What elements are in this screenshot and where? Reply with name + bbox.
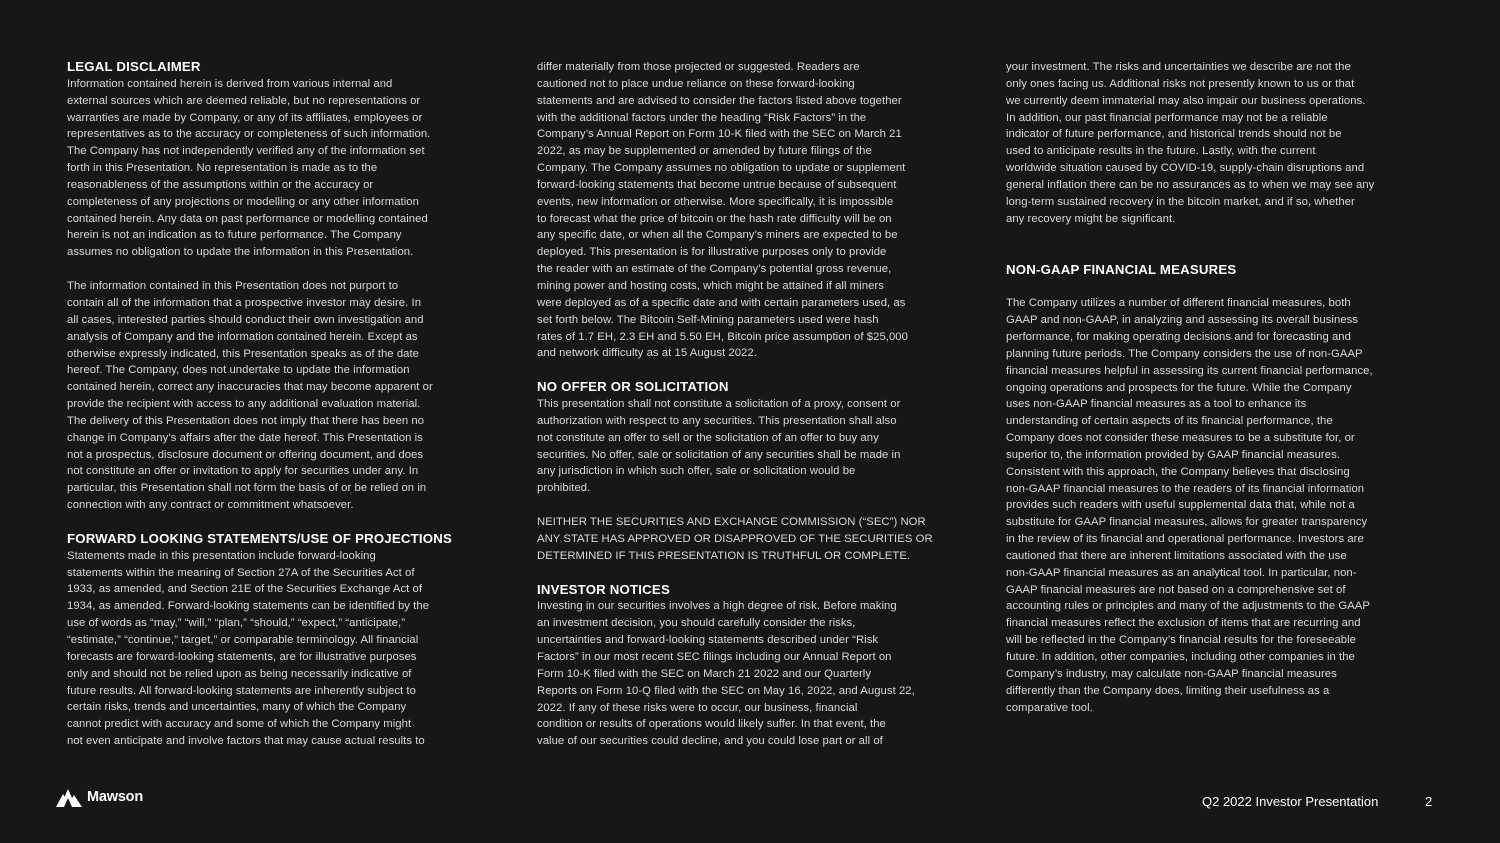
no-offer-paragraph-1: This presentation shall not constitute a solicitation of a proxy, consent or authorization with respect to any securities. This presentation shall also not constitute an offer to sell or the solicitation of an offer to buy any securities. No offer, sale or solicitation of any securities shall be made in any jurisdiction in which such offer, sale or solicitation would be prohibited. — [537, 398, 901, 495]
no-offer-paragraph-2: NEITHER THE SECURITIES AND EXCHANGE COMMISSION (“SEC”) NOR ANY STATE HAS APPROVED OR DISAPPROVED OF THE SECURITIES OR DETERMINED IF THIS PRESENTATION IS TRUTHFUL OR COMPLETE. — [537, 516, 933, 562]
forward-looking-paragraph-1: Statements made in this presentation include forward-looking statements within the meaning of Section 27A of the Securities Act of 1933, as amended, and Section 21E of the Securities Exchange Act of 1934, as amended. Forward-looking statements can be identified by the use of words as “may,” “will,” “plan,” “should,” “expect,” “anticipate,” “estimate,” “continue,” target,” or comparable terminology. All financial forecasts are forward-looking statements, are for illustrative purposes only and should not be relied upon as being necessarily indicative of future results. All forward-looking statements are inherently subject to certain risks, trends and uncertainties, many of which the Company cannot predict with accuracy and some of which the Company might not even anticipate and involve factors that may cause actual results to — [67, 549, 430, 748]
spacer — [537, 362, 957, 379]
legal-disclaimer-paragraph-2: The information contained in this Presentation does not purport to contain all of the information that a prospective investor may desire. In all cases, interested parties should conduct their own investigation and analysis of Company and the information contained herein. Except as otherwise expressly indicated, this Presentation speaks as of the date hereof. The Company, does not undertake to update the information contained herein, correct any inaccuracies that may become apparent or provide the recipient with access to any additional evaluation material. The delivery of this Presentation does not imply that there has been no change in Company’s affairs after the date hereof. This Presentation is not a prospectus, disclosure document or offering document, and does not constitute an offer or invitation to apply for securities under any. In particular, this Presentation shall not form the basis of or be relied on in connection with any contract or commitment whatsoever. — [67, 280, 433, 512]
no-offer-heading: NO OFFER OR SOLICITATION — [537, 379, 729, 395]
mountain-logo-icon — [56, 786, 82, 808]
non-gaap-heading: NON-GAAP FINANCIAL MEASURES — [1006, 262, 1237, 278]
spacer — [1006, 227, 1426, 262]
logo-wordmark: Mawson — [87, 789, 143, 805]
spacer — [1006, 279, 1426, 295]
page-number: 2 — [1425, 794, 1433, 809]
non-gaap-paragraph-1: The Company utilizes a number of different financial measures, both GAAP and non-GAAP, in analyzing and assessing its overall business performance, for making operating decisions and for forecasting and planning future periods. The Company considers the use of non-GAAP financial measures helpful in assessing its current financial performance, ongoing operations and prospects for the future. While the Company uses non-GAAP financial measures as a tool to enhance its understanding of certain aspects of its financial performance, the Company does not consider these measures to be a substitute for, or superior to, the information provided by GAAP financial measures. Consistent with this approach, the Company believes that disclosing non-GAAP financial measures to the readers of its financial information provides such readers with useful supplemental data that, while not a substitute for GAAP financial measures, allows for greater transparency in the review of its financial and operational performance. Investors are cautioned that there are inherent limitations associated with the use non-GAAP financial measures as an analytical tool. In particular, non- GAAP financial measures are not based on a comprehensive set of accounting rules or principles and many of the adjustments to the GAAP financial measures reflect the exclusion of items that are recurring and will be reflected in the Company’s financial results for the foreseeable future. In addition, other companies, including other companies in the Company’s industry, may calculate non-GAAP financial measures differently than the Company does, limiting their usefulness as a comparative tool. — [1006, 297, 1373, 714]
investor-notices-paragraph-continued: your investment. The risks and uncertainties we describe are not the only ones facing us. Additional risks not presently known to us or that we currently deem immaterial may also impair our business operations. In addition, our past financial performance may not be a reliable indicator of future performance, and historical trends should not be used to anticipate results in the future. Lastly, with the current worldwide situation caused by COVID-19, supply-chain disruptions and general inflation there can be no assurances as to when we may see any long-term sustained recovery in the bitcoin market, and if so, whether any recovery might be significant. — [1006, 61, 1375, 225]
spacer — [537, 497, 957, 514]
forward-looking-paragraph-continued: differ materially from those projected or suggested. Readers are cautioned not to place undue reliance on these forward-looking statements and are advised to consider the factors listed above together with the additional factors under the heading “Risk Factors” in the Company’s Annual Report on Form 10-K filed with the SEC on March 21 2022, as may be supplemented or amended by future filings of the Company. The Company assumes no obligation to update or supplement forward-looking statements that become untrue because of subsequent events, new information or otherwise. More specifically, it is impossible to forecast what the price of bitcoin or the hash rate difficulty will be on any specific date, or when all the Company’s miners are expected to be deployed. This presentation is for illustrative purposes only to provide the reader with an estimate of the Company’s potential gross revenue, mining power and hosting costs, which might be attained if all miners were deployed as of a specific date and with certain parameters used, as set forth below. The Bitcoin Self-Mining parameters used were hash rates of 1.7 EH, 2.3 EH and 5.50 EH, Bitcoin price assumption of $25,000 and network difficulty as at 15 August 2022. — [537, 61, 908, 360]
spacer — [67, 261, 485, 278]
column-middle — [537, 59, 957, 750]
spacer — [537, 565, 957, 582]
footer-presentation-title: Q2 2022 Investor Presentation — [1202, 794, 1379, 809]
investor-notices-heading: INVESTOR NOTICES — [537, 581, 670, 597]
column-left — [67, 59, 485, 750]
investor-notices-paragraph-1: Investing in our securities involves a high degree of risk. Before making an investment decision, you should carefully consider the risks, uncertainties and forward-looking statements described under “Risk Factors” in our most recent SEC filings including our Annual Report on Form 10-K filed with the SEC on March 21 2022 and our Quarterly Reports on Form 10-Q filed with the SEC on May 16, 2022, and August 22, 2022. If any of these risks were to occur, our business, financial condition or results of operations would likely suffer. In that event, the value of our securities could decline, and you could lose part or all of — [537, 600, 915, 748]
mawson-logo — [56, 786, 143, 808]
legal-disclaimer-paragraph-1: Information contained herein is derived from various internal and external sources which are deemed reliable, but no representations or warranties are made by Company, or any of its affiliates, employees or representatives as to the accuracy or completeness of such information. The Company has not independently verified any of the information set forth in this Presentation. No representation is made as to the reasonableness of the assumptions within or the accuracy or completeness of any projections or modelling or any other information contained herein. Any data on past performance or modelling contained herein is not an indication as to future performance. The Company assumes no obligation to update the information in this Presentation. — [67, 77, 431, 259]
spacer — [67, 514, 485, 531]
forward-looking-heading: FORWARD LOOKING STATEMENTS/USE OF PROJECTIONS — [67, 530, 453, 546]
column-right — [1006, 59, 1426, 716]
legal-disclaimer-heading: LEGAL DISCLAIMER — [67, 59, 201, 74]
